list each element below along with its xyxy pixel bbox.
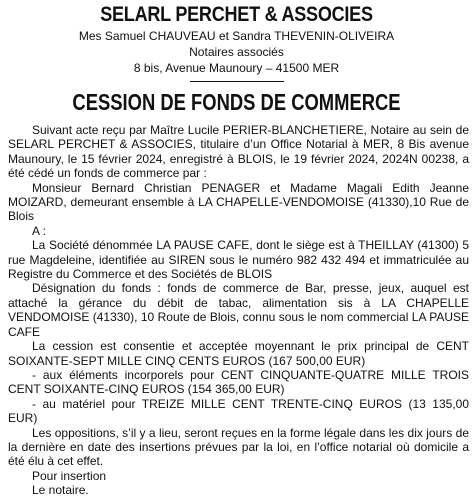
paragraph-buyer: La Société dénommée LA PAUSE CAFE, dont le siège est à THEILLAY (41300) 5 rue Magdeleine, identifiée au SIREN sous le numéro 982 432 494 et immatriculée au Registre du Commerce et des Sociétés de BLOIS xyxy=(8,238,469,282)
paragraph-deed: Suivant acte reçu par Maître Lucile PERIER-BLANCHETIERE, Notaire au sein de SELARL PERCHET & ASSOCIES, titulaire d’un Office Notarial à MER, 8 Bis avenue Maunoury, le 15 février 2024, enregistré à BLOIS, le 19 février 2024, 2024N 00238, a été cédé un fonds de commerce par : xyxy=(8,123,469,181)
paragraph-insertion: Pour insertion xyxy=(32,468,107,483)
header-divider xyxy=(190,81,284,82)
notaries-role: Notaires associés xyxy=(189,45,284,59)
paragraph-equipment: - au matériel pour TREIZE MILLE CENT TRENTE-CINQ EUROS (13 135,00 EUR) xyxy=(8,396,469,426)
paragraph-designation: Désignation du fonds : fonds de commerce de Bar, presse, jeux, auquel est attaché la gérance du débit de tabac, alimentation sis à LA CHAPELLE VENDOMOISE (41330), 10 Route de Blois, connu sous le nom commercial LA PAUSE CAFE xyxy=(8,281,469,339)
notice-title: CESSION DE FONDS DE COMMERCE xyxy=(72,89,401,115)
paragraph-sellers: Monsieur Bernard Christian PENAGER et Madame Magali Edith Jeanne MOIZARD, demeurant ensemble à LA CHAPELLE-VENDOMOISE (41330),10 Rue de Blois xyxy=(8,180,469,224)
paragraph-signature: Le notaire. xyxy=(32,483,89,498)
paragraph-oppositions: Les oppositions, s’il y a lieu, seront reçues en la forme légale dans les dix jours de la dernière en date des insertions prévues par la loi, en l’office notarial où domicile a été élu à cet effet. xyxy=(8,425,469,469)
firm-address: 8 bis, Avenue Maunoury – 41500 MER xyxy=(133,61,340,75)
notaries-names: Mes Samuel CHAUVEAU et Sandra THEVENIN-OLIVEIRA xyxy=(78,29,395,43)
firm-name: SELARL PERCHET & ASSOCIES xyxy=(100,3,373,26)
notice-body xyxy=(0,123,473,498)
paragraph-intangibles: - aux éléments incorporels pour CENT CINQUANTE-QUATRE MILLE TROIS CENT SOIXANTE-CINQ EUROS (154 365,00 EUR) xyxy=(8,367,469,397)
paragraph-to: A : xyxy=(32,223,47,238)
paragraph-price: La cession est consentie et acceptée moyennant le prix principal de CENT SOIXANTE-SEPT MILLE CINQ CENTS EUROS (167 500,00 EUR) xyxy=(8,339,469,368)
notice-header xyxy=(0,0,473,82)
